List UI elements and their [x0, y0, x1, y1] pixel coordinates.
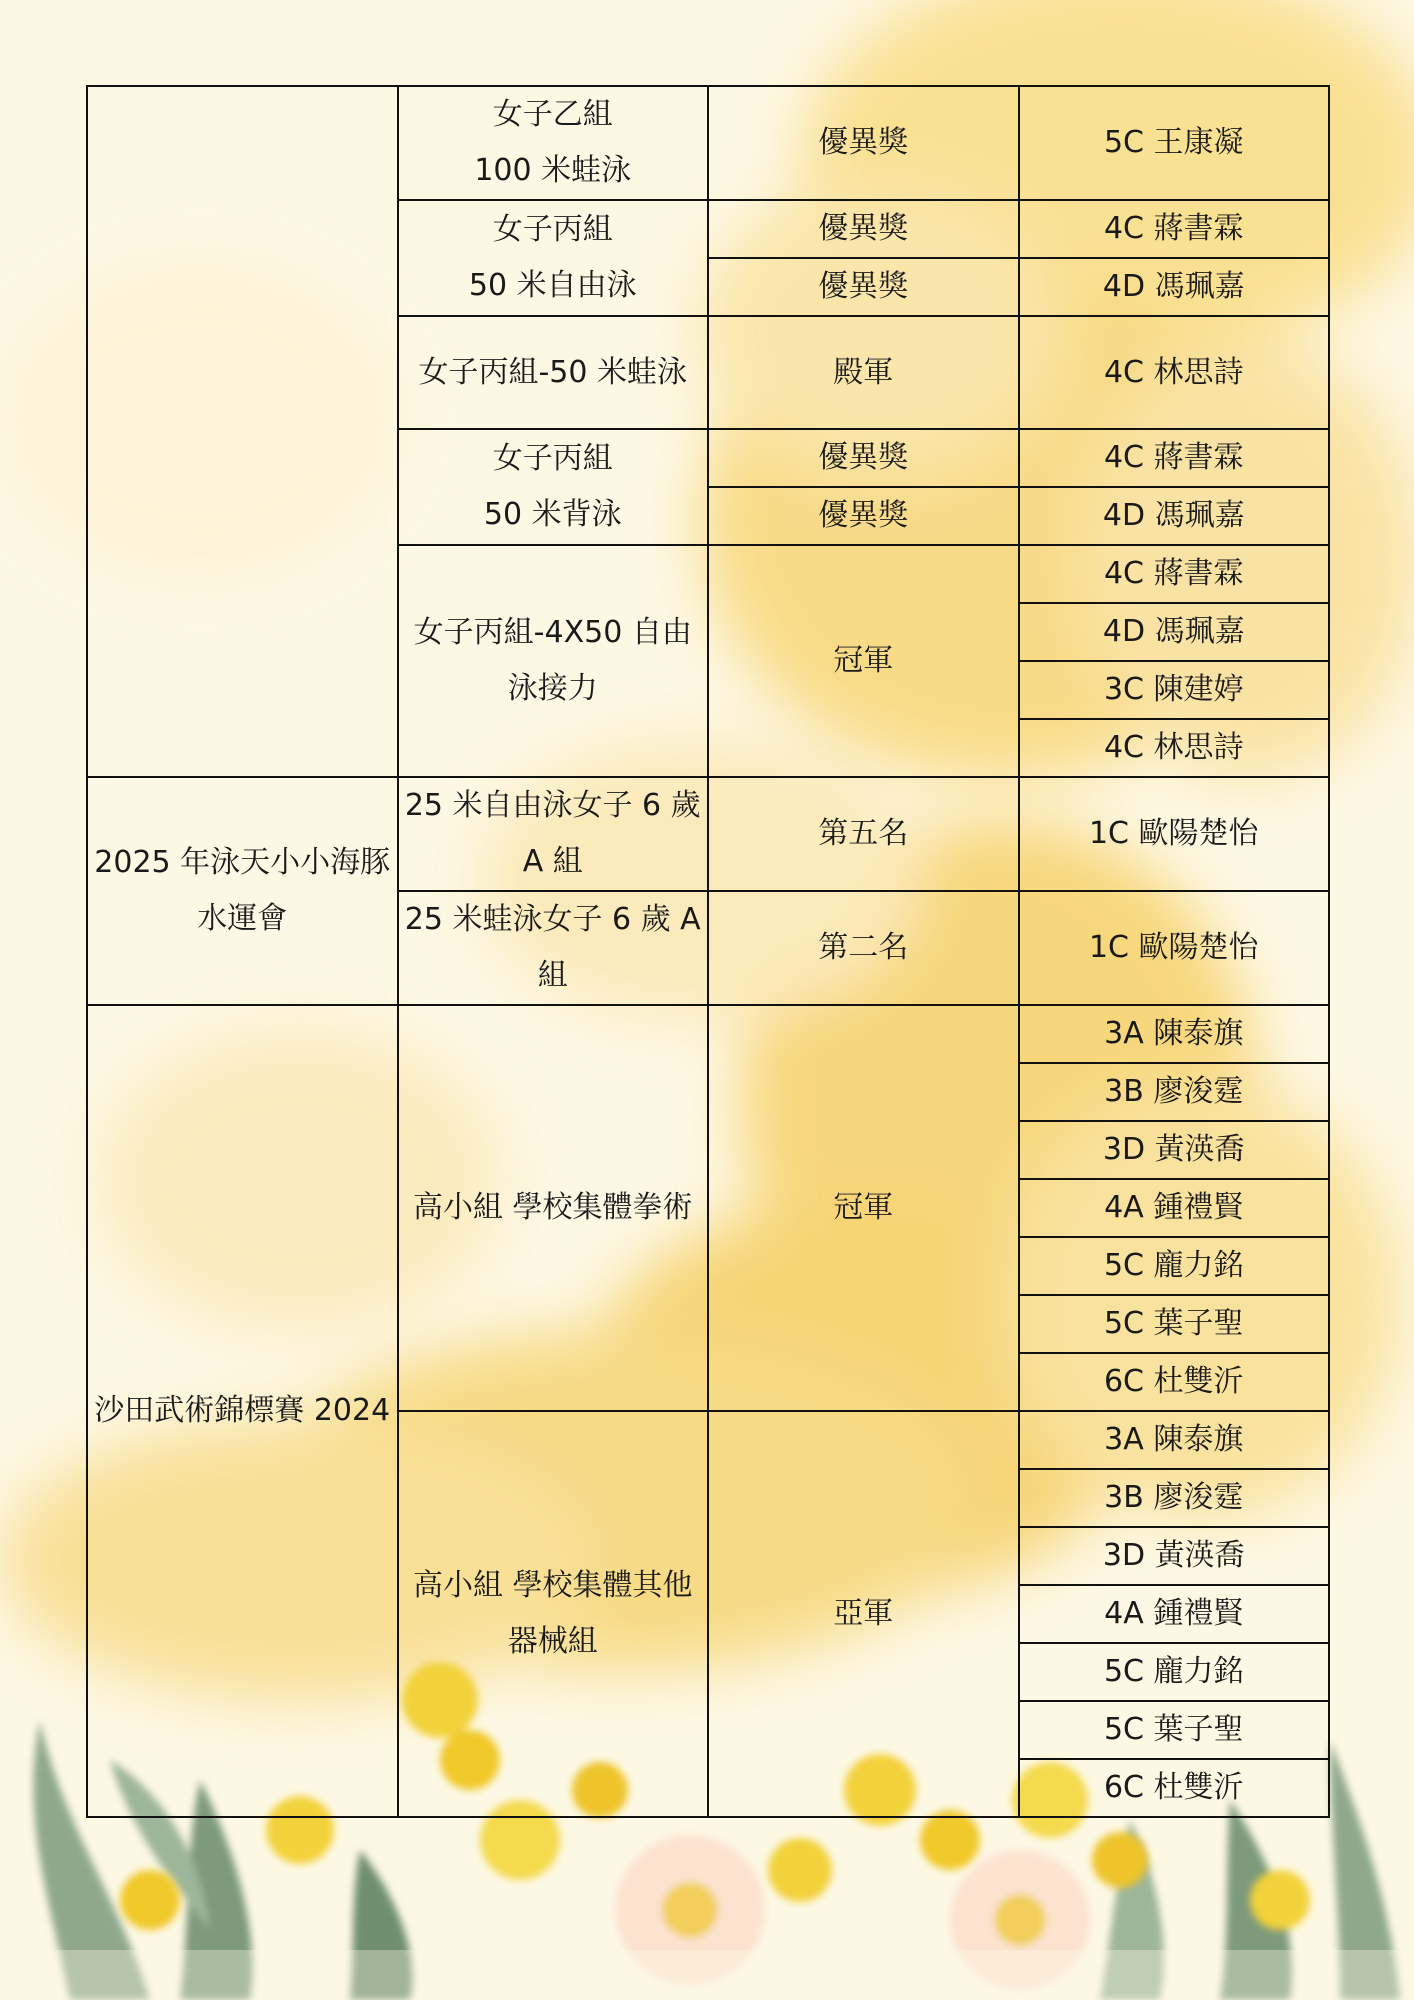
student-cell: 3C 陳建婷	[1019, 661, 1330, 719]
item-cell: 25 米蛙泳女子 6 歲 A 組	[398, 891, 709, 1005]
item-cell: 女子丙組-50 米蛙泳	[398, 316, 709, 429]
item-line: 女子丙組 50 米自由泳	[468, 212, 637, 303]
award-cell: 冠軍	[708, 545, 1019, 777]
student-cell: 4C 林思詩	[1019, 316, 1330, 429]
award-cell: 第五名	[708, 777, 1019, 891]
award-cell: 優異獎	[708, 258, 1019, 316]
student-cell: 3A 陳泰旗	[1019, 1005, 1330, 1063]
award-cell: 殿軍	[708, 316, 1019, 429]
student-cell: 4C 蔣書霖	[1019, 429, 1330, 487]
award-cell: 優異獎	[708, 429, 1019, 487]
student-cell: 4A 鍾禮賢	[1019, 1585, 1330, 1643]
item-cell: 高小組 學校集體拳術	[398, 1005, 709, 1411]
award-cell: 第二名	[708, 891, 1019, 1005]
student-cell: 1C 歐陽楚怡	[1019, 777, 1330, 891]
student-cell: 3D 黃渶喬	[1019, 1121, 1330, 1179]
item-cell	[398, 86, 709, 200]
award-cell: 優異獎	[708, 86, 1019, 200]
student-cell: 4C 蔣書霖	[1019, 200, 1330, 258]
student-cell: 5C 葉子聖	[1019, 1295, 1330, 1353]
awards-table	[86, 85, 1330, 1818]
student-cell: 4D 馮珮嘉	[1019, 487, 1330, 545]
item-cell	[398, 200, 709, 316]
student-cell: 5C 王康凝	[1019, 86, 1330, 200]
student-cell: 4A 鍾禮賢	[1019, 1179, 1330, 1237]
student-cell: 4C 林思詩	[1019, 719, 1330, 777]
item-line: 女子乙組 100 米蛙泳	[474, 97, 632, 188]
student-cell: 3D 黃渶喬	[1019, 1527, 1330, 1585]
award-cell: 優異獎	[708, 487, 1019, 545]
student-cell: 3B 廖浚霆	[1019, 1469, 1330, 1527]
student-cell: 4D 馮珮嘉	[1019, 258, 1330, 316]
student-cell: 3B 廖浚霆	[1019, 1063, 1330, 1121]
student-cell: 4D 馮珮嘉	[1019, 603, 1330, 661]
event-cell: 沙田武術錦標賽 2024	[87, 1005, 398, 1817]
student-cell: 6C 杜雙沂	[1019, 1353, 1330, 1411]
student-cell: 4C 蔣書霖	[1019, 545, 1330, 603]
item-cell: 女子丙組-4X50 自由泳接力	[398, 545, 709, 777]
item-line: 女子丙組 50 米背泳	[483, 441, 622, 533]
item-cell: 高小組 學校集體其他器械組	[398, 1411, 709, 1817]
student-cell: 5C 龐力銘	[1019, 1237, 1330, 1295]
award-cell: 優異獎	[708, 200, 1019, 258]
event-cell: 2025 年泳天小小海豚水運會	[87, 777, 398, 1005]
item-cell	[398, 429, 709, 545]
student-cell: 5C 龐力銘	[1019, 1643, 1330, 1701]
student-cell: 5C 葉子聖	[1019, 1701, 1330, 1759]
award-cell: 亞軍	[708, 1411, 1019, 1817]
item-cell: 25 米自由泳女子 6 歲 A 組	[398, 777, 709, 891]
student-cell: 3A 陳泰旗	[1019, 1411, 1330, 1469]
student-cell: 6C 杜雙沂	[1019, 1759, 1330, 1817]
award-cell: 冠軍	[708, 1005, 1019, 1411]
student-cell: 1C 歐陽楚怡	[1019, 891, 1330, 1005]
event-cell	[87, 86, 398, 777]
